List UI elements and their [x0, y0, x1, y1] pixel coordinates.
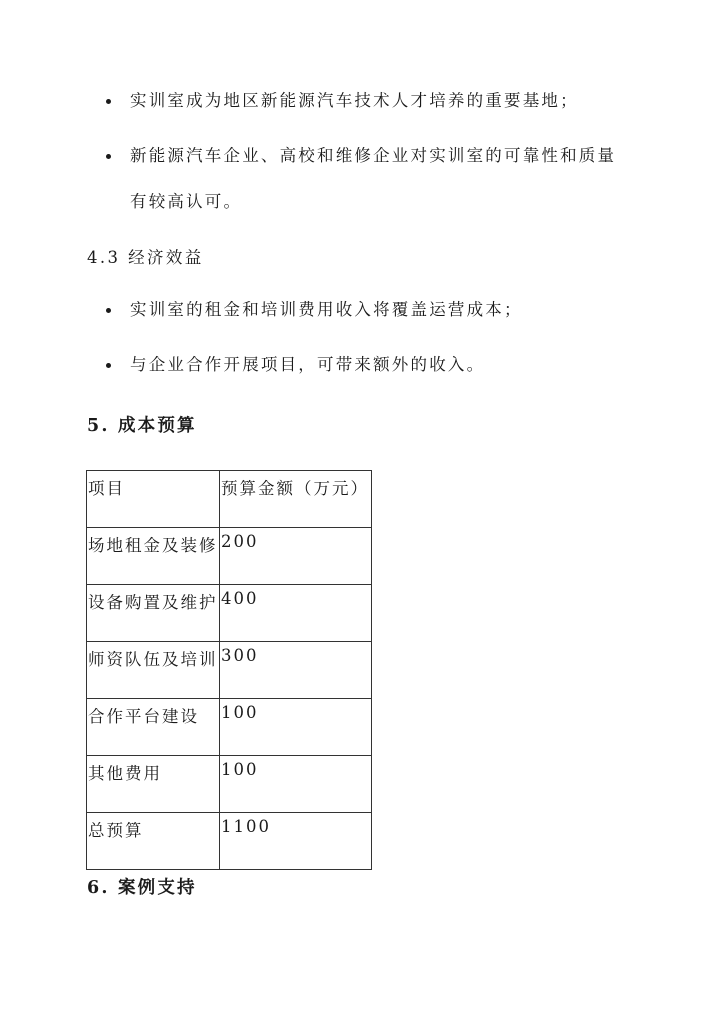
bullet-dot [106, 99, 111, 104]
table-row [87, 756, 372, 813]
bullet-dot [106, 363, 111, 368]
table-cell-item: 合作平台建设 [87, 699, 220, 756]
table-cell-item: 总预算 [87, 813, 220, 870]
table-cell-item: 场地租金及装修 [87, 528, 220, 585]
table-row [87, 585, 372, 642]
bullet-text: 新能源汽车企业、高校和维修企业对实训室的可靠性和质量 [130, 146, 617, 165]
table-row [87, 642, 372, 699]
table-cell-item: 师资队伍及培训 [87, 642, 220, 699]
table-cell-amount: 1100 [220, 813, 372, 870]
table-cell-item: 其他费用 [87, 756, 220, 813]
table-row-total [87, 813, 372, 870]
bullet-text: 与企业合作开展项目，可带来额外的收入。 [130, 355, 486, 374]
bullet-dot [106, 308, 111, 313]
table-cell-amount: 300 [220, 642, 372, 699]
section-6-heading: 6. 案例支持 [87, 878, 197, 898]
budget-table [86, 470, 372, 870]
bullet-text: 实训室的租金和培训费用收入将覆盖运营成本； [130, 300, 523, 319]
bullet-text: 实训室成为地区新能源汽车技术人才培养的重要基地； [130, 91, 579, 110]
table-cell-amount: 100 [220, 756, 372, 813]
table-row [87, 528, 372, 585]
table-header-cell: 预算金额（万元） [220, 471, 372, 528]
bullet-dot [106, 154, 111, 159]
table-cell-amount: 100 [220, 699, 372, 756]
table-cell-item: 设备购置及维护 [87, 585, 220, 642]
section-4-3-heading: 4.3 经济效益 [87, 248, 204, 267]
table-cell-amount: 400 [220, 585, 372, 642]
table-header-row [87, 471, 372, 528]
table-cell-amount: 200 [220, 528, 372, 585]
bullet-continuation: 有较高认可。 [130, 192, 243, 211]
table-header-cell: 项目 [87, 471, 220, 528]
section-5-heading: 5. 成本预算 [87, 416, 197, 436]
table-row [87, 699, 372, 756]
